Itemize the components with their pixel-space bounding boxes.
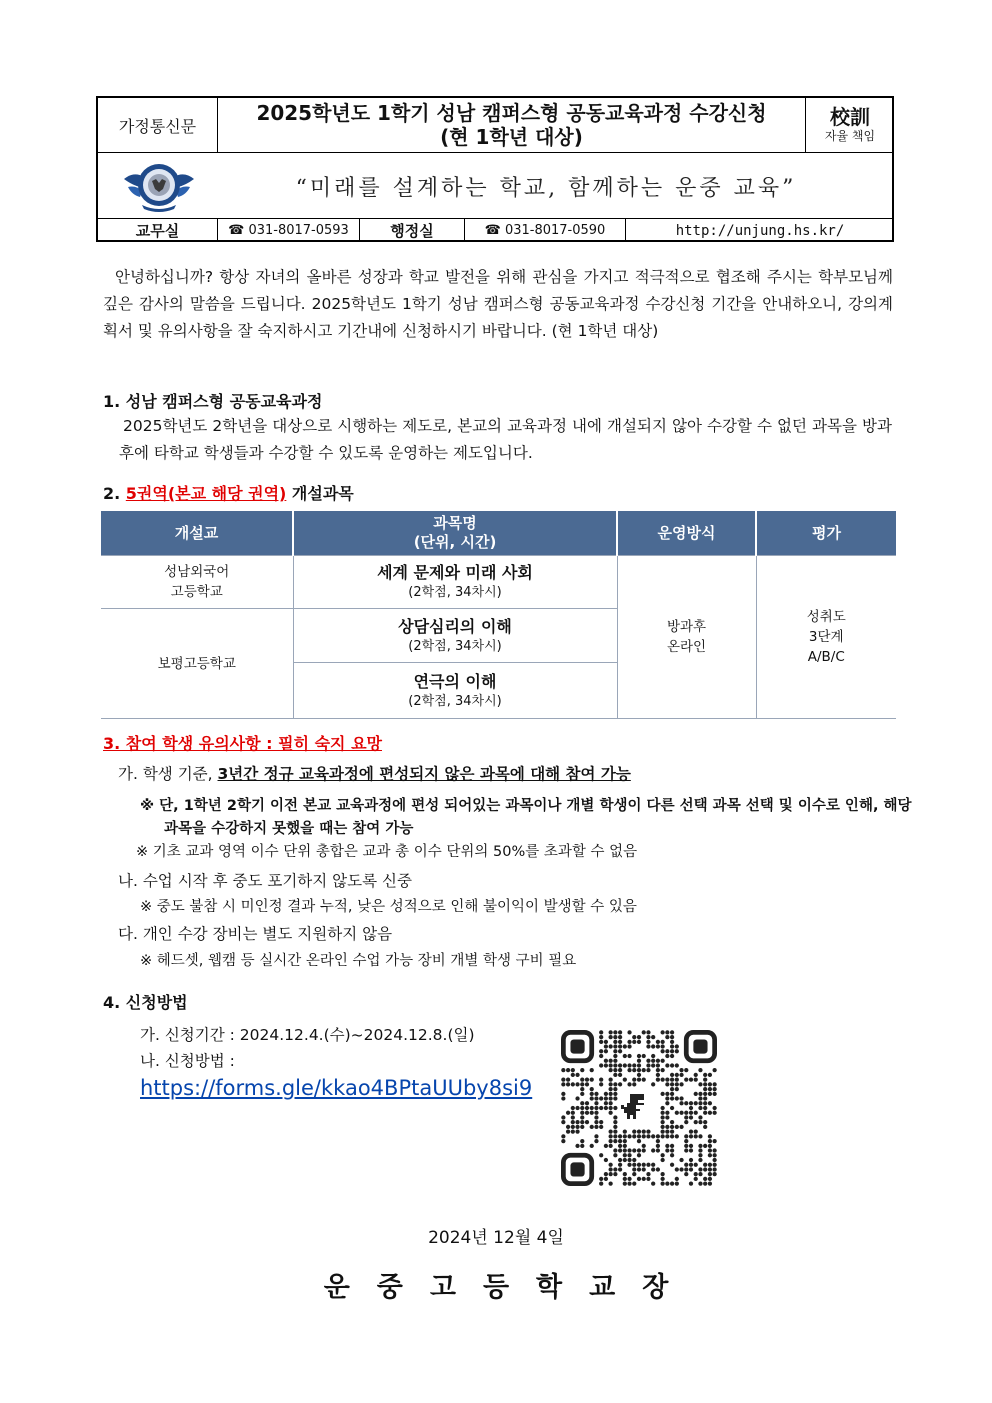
section4-title: 4. 신청방법 xyxy=(103,993,188,1012)
course-cell: 상담심리의 이해 (2학점, 34차시) xyxy=(293,609,617,663)
school-motto-slogan: “미래를 설계하는 학교, 함께하는 운중 교육” xyxy=(295,175,797,201)
course-cell: 세계 문제와 미래 사회 (2학점, 34차시) xyxy=(293,556,617,609)
section2-highlight: 5권역(본교 해당 권역) xyxy=(125,484,287,503)
document-title xyxy=(218,98,805,152)
table-header-course: 과목명 (단위, 시간) xyxy=(293,511,617,556)
application-period: 가. 신청기간 : 2024.12.4.(수)~2024.12.8.(일) xyxy=(140,1026,475,1044)
school-motto-words: 자율 책임 xyxy=(824,128,876,143)
section3-item-da: 다. 개인 수강 장비는 별도 지원하지 않음 xyxy=(118,925,393,943)
header-divider xyxy=(98,152,892,153)
section3-note-da: ※ 헤드셋, 웹캠 등 실시간 온라인 수업 가능 장비 개별 학생 구비 필요 xyxy=(140,953,577,969)
section3-item-ga: 가. 학생 기준, 3년간 정규 교육과정에 편성되지 않은 과목에 대해 참여 가능 xyxy=(118,765,631,783)
section1-body: 2025학년도 2학년을 대상으로 시행하는 제도로, 본교의 교육과정 내에 개설되지 않아 수강할 수 없던 과목을 방과 후에 타학교 학생들과 수강할 수 있도록 운영하는 제도입니다. xyxy=(119,417,892,462)
header-box xyxy=(96,96,894,242)
section1-title: 1. 성남 캠퍼스형 공동교육과정 xyxy=(103,392,323,411)
section3-item-na: 나. 수업 시작 후 중도 포기하지 않도록 신중 xyxy=(118,872,412,890)
office1-label: 교무실 xyxy=(135,222,180,240)
section3-note-na: ※ 중도 불참 시 미인정 결과 누적, 낮은 성적으로 인해 불이익이 발생할 수 있음 xyxy=(140,899,637,915)
office1-phone: ☎ 031-8017-0593 xyxy=(228,223,349,238)
section3-note-ga2: ※ 기초 교과 영역 이수 단위 총합은 교과 총 이수 단위의 50%를 초과할 수 없음 xyxy=(136,844,638,860)
section2-title: 2. 5권역(본교 해당 권역) 개설과목 xyxy=(103,484,354,503)
section3-note-ga1: ※ 단, 1학년 2학기 이전 본교 교육과정에 편성 되어있는 과목이나 개별 학생이 다른 선택 과목 선택 및 이수로 인해, 해당 과목을 수강하지 못했을 때는 참여 가능 xyxy=(140,798,912,837)
application-form-link[interactable]: https://forms.gle/kkao4BPtaUUby8si9 xyxy=(140,1076,533,1100)
intro-paragraph: 안녕하십니까? 항상 자녀의 올바른 성장과 학교 발전을 위해 관심을 가지고 적극적으로 협조해 주시는 학부모님께 깊은 감사의 말씀을 드립니다. 2025학년도 1학기 성남 캠퍼스형 공동교육과정 수강신청 기간을 안내하오니, 강의계획서 및 유의사항을 잘 숙지하시고 기간내에 신청하시기 바랍니다. (현 1학년 대상) xyxy=(103,268,893,340)
notice-type: 가정통신문 xyxy=(118,116,197,136)
office2-label: 행정실 xyxy=(390,222,434,240)
application-method-label: 나. 신청방법 : xyxy=(140,1052,235,1070)
school-website-link[interactable]: http://unjung.hs.kr/ xyxy=(675,222,845,239)
section3-title: 3. 참여 학생 유의사항 : 필히 숙지 요망 xyxy=(103,734,382,753)
school-cell: 성남외국어 고등학교 xyxy=(101,556,293,609)
school-cell: 보평고등학교 xyxy=(101,609,293,719)
table-header-school: 개설교 xyxy=(101,511,293,556)
issue-date: 2024년 12월 4일 xyxy=(428,1228,564,1248)
title-line-1: 2025학년도 1학기 성남 캠퍼스형 공동교육과정 수강신청 xyxy=(256,101,767,125)
course-cell: 연극의 이해 (2학점, 34차시) xyxy=(293,663,617,719)
school-emblem-icon xyxy=(120,157,198,215)
title-line-2: (현 1학년 대상) xyxy=(440,125,583,149)
principal-signature: 운중고등학교장 xyxy=(323,1272,696,1303)
school-motto-char: 校訓 xyxy=(830,104,870,129)
school-motto-box xyxy=(806,98,894,152)
office2-phone: ☎ 031-8017-0590 xyxy=(484,223,606,238)
qr-code-icon[interactable] xyxy=(560,1030,718,1186)
table-header-evaluation: 평가 xyxy=(756,511,896,556)
evaluation-cell: 성취도 3단계 A/B/C xyxy=(756,556,896,719)
table-header-method: 운영방식 xyxy=(617,511,756,556)
method-cell: 방과후 온라인 xyxy=(617,556,756,719)
course-table xyxy=(101,511,896,719)
